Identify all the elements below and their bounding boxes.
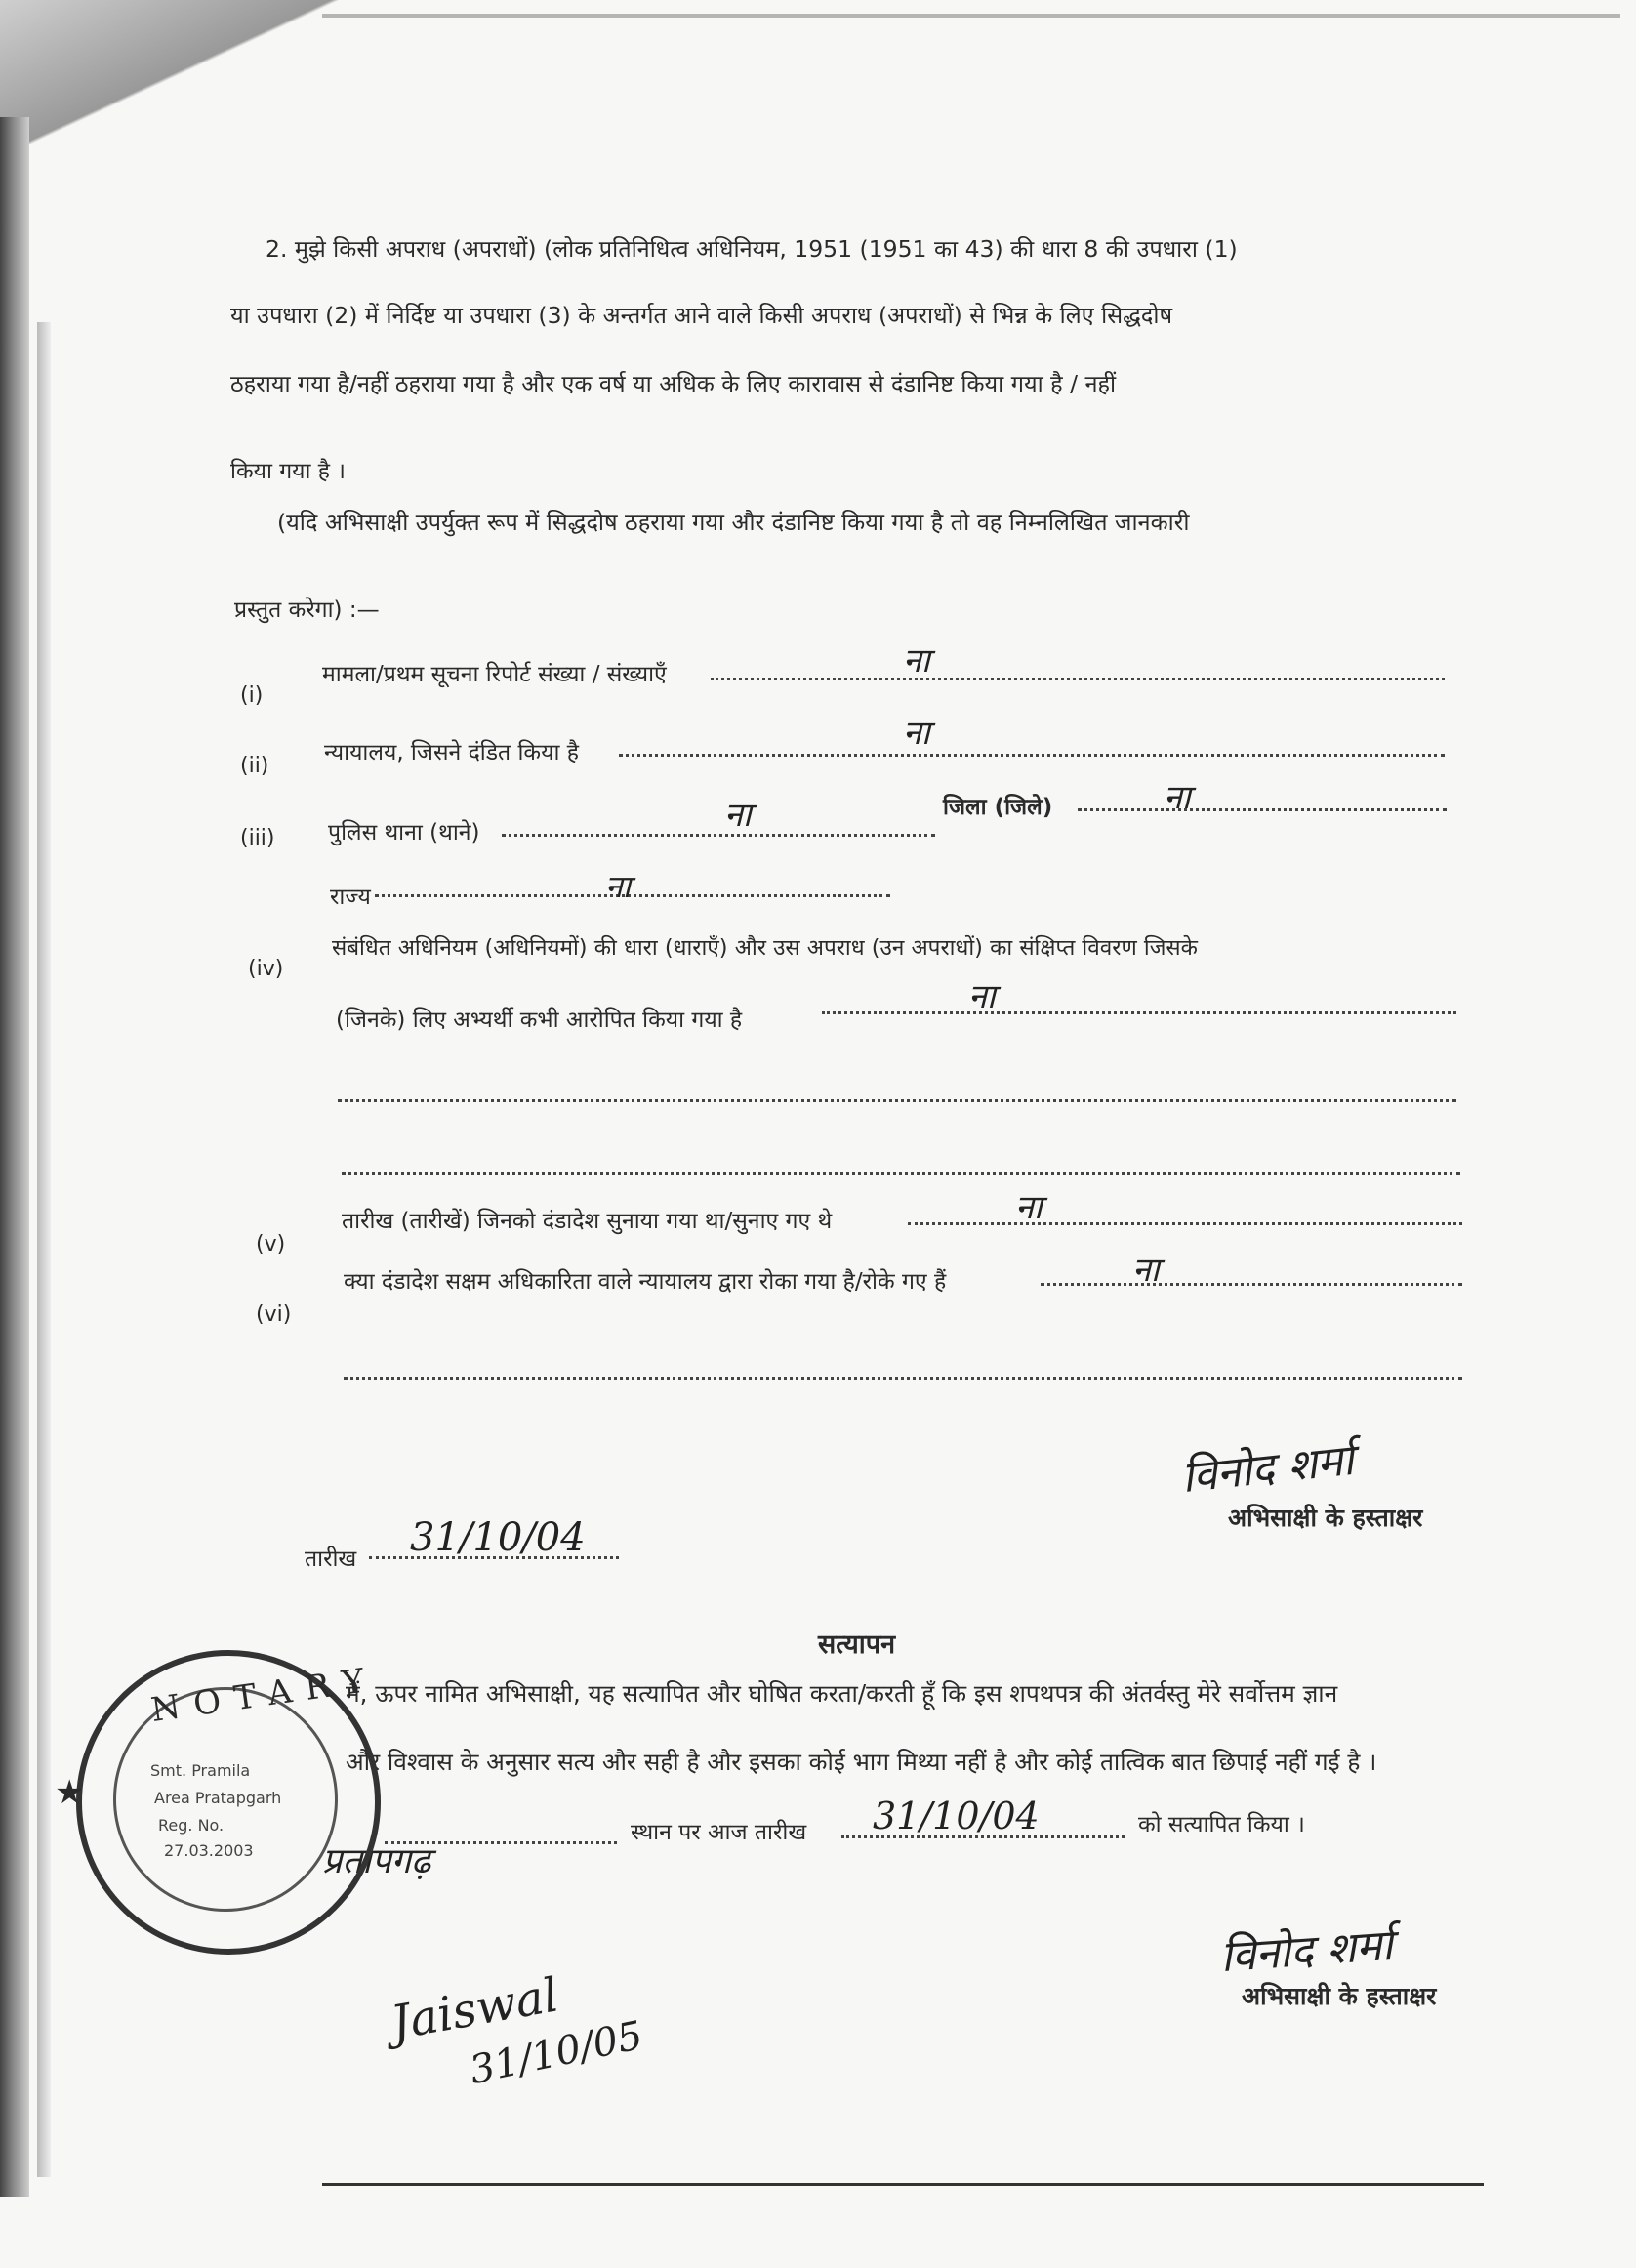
date-label: तारीख: [305, 1546, 357, 1572]
date-value: 31/10/04: [410, 1515, 586, 1560]
fill-line-iv: [822, 1010, 1456, 1014]
place-text: स्थान पर आज तारीख: [631, 1820, 807, 1845]
fill-line-iv-extra-2: [342, 1170, 1460, 1175]
verification-date-value: 31/10/04: [873, 1794, 1040, 1837]
fill-line-state: [375, 892, 890, 897]
notary-stamp-title: NOTARY: [148, 1659, 381, 1731]
note-line-2: प्रस्तुत करेगा) :—: [234, 598, 380, 623]
district-label: जिला (जिले): [943, 795, 1053, 820]
fill-line-vi-extra: [344, 1375, 1462, 1380]
notary-stamp-line-4: 27.03.2003: [164, 1841, 254, 1860]
notary-stamp-line-1: Smt. Pramila: [150, 1761, 251, 1780]
item-label-i: मामला/प्रथम सूचना रिपोर्ट संख्या / संख्याएँ: [322, 662, 667, 687]
item-label-iv-line2: (जिनके) लिए अभ्यर्थी कभी आरोपित किया गया है: [336, 1008, 743, 1033]
item-label-ii: न्यायालय, जिसने दंडित किया है: [324, 740, 579, 765]
clause-line-1: 2. मुझे किसी अपराध (अपराधों) (लोक प्रतिनिधित्व अधिनियम, 1951 (1951 का 43) की धारा 8 की उपधारा (1): [266, 235, 1238, 263]
verification-line-2: और विश्वास के अनुसार सत्य और सही है और इसका कोई भाग मिथ्या नहीं है और कोई तात्विक बात छिपाई नहीं गई है ।: [346, 1748, 1377, 1776]
notary-stamp-line-2: Area Pratapgarh: [154, 1789, 282, 1807]
top-scan-edge: [322, 14, 1620, 18]
star-icon: ★: [55, 1773, 85, 1812]
notary-signature-date: 31/10/05: [466, 2012, 647, 2094]
item-number-v: (v): [256, 1232, 286, 1257]
verification-line-1: मैं, ऊपर नामित अभिसाक्षी, यह सत्यापित और घोषित करता/करती हूँ कि इस शपथपत्र की अंतर्वस्तु मेरे सर्वोत्तम ज्ञान: [346, 1679, 1338, 1708]
left-scan-edge: [0, 117, 29, 2197]
bottom-rule: [322, 2183, 1484, 2186]
item-value-vi: ना: [1132, 1251, 1160, 1290]
clause-line-2: या उपधारा (2) में निर्दिष्ट या उपधारा (3) के अन्तर्गत आने वाले किसी अपराध (अपराधों) से भिन्न के लिए सिद्धदोष: [230, 302, 1173, 329]
clause-line-4: किया गया है ।: [230, 459, 347, 484]
district-value: ना: [1164, 778, 1191, 817]
left-scan-shadow: [37, 322, 51, 2177]
item-number-iii: (iii): [240, 826, 275, 850]
fill-line-v: [908, 1220, 1462, 1225]
item-label-iii: पुलिस थाना (थाने): [328, 820, 480, 845]
fill-line-ii: [619, 752, 1445, 757]
signature-caption-2: अभिसाक्षी के हस्ताक्षर: [1242, 1982, 1437, 2010]
state-value: ना: [605, 868, 632, 905]
fill-line-iv-extra-1: [338, 1097, 1456, 1102]
item-label-v: तारीख (तारीखें) जिनको दंडादेश सुनाया गया था/सुनाए गए थे: [342, 1209, 833, 1234]
item-value-ii: ना: [903, 714, 930, 753]
clause-line-3: ठहराया गया है/नहीं ठहराया गया है और एक वर्ष या अधिक के लिए कारावास से दंडानिष्ट किया गया है / नहीं: [230, 370, 1117, 397]
place-value: प्रतापगढ़: [322, 1841, 431, 1881]
item-label-vi: क्या दंडादेश सक्षम अधिकारिता वाले न्यायालय द्वारा रोका गया है/रोके गए हैं: [344, 1269, 947, 1295]
item-value-v: ना: [1015, 1188, 1043, 1227]
state-label: राज्य: [330, 885, 371, 910]
folded-corner: [0, 0, 410, 195]
fill-line-district: [1078, 806, 1447, 811]
item-value-iv: ना: [968, 977, 996, 1016]
item-number-vi: (vi): [256, 1302, 292, 1327]
deponent-signature-1: विनोद शर्मा: [1179, 1434, 1357, 1504]
note-line-1: (यदि अभिसाक्षी उपर्युक्त रूप में सिद्धदोष ठहराया गया और दंडानिष्ट किया गया है तो वह निम्नलिखित जानकारी: [277, 509, 1190, 536]
fill-line-i: [711, 676, 1445, 680]
deponent-signature-2: विनोद शर्मा: [1218, 1919, 1395, 1983]
verification-heading: सत्यापन: [818, 1629, 896, 1660]
item-number-iv: (iv): [248, 957, 284, 981]
notary-stamp: [55, 1650, 381, 1955]
item-value-police-station: ना: [724, 796, 752, 835]
item-number-ii: (ii): [240, 754, 269, 778]
fill-line-vi: [1041, 1281, 1462, 1286]
notary-stamp-line-3: Reg. No.: [158, 1816, 225, 1835]
item-value-i: ना: [903, 641, 930, 680]
signature-caption-1: अभिसाक्षी के हस्ताक्षर: [1228, 1504, 1423, 1532]
item-number-i: (i): [240, 683, 264, 708]
verification-end-text: को सत्यापित किया ।: [1138, 1812, 1305, 1837]
item-label-iv-line1: संबंधित अधिनियम (अधिनियमों) की धारा (धाराएँ) और उस अपराध (उन अपराधों) का संक्षिप्त विवरण जिसके: [332, 935, 1198, 961]
notary-signature: Jaiswal: [387, 1967, 563, 2051]
fill-line-police-station: [502, 832, 935, 837]
